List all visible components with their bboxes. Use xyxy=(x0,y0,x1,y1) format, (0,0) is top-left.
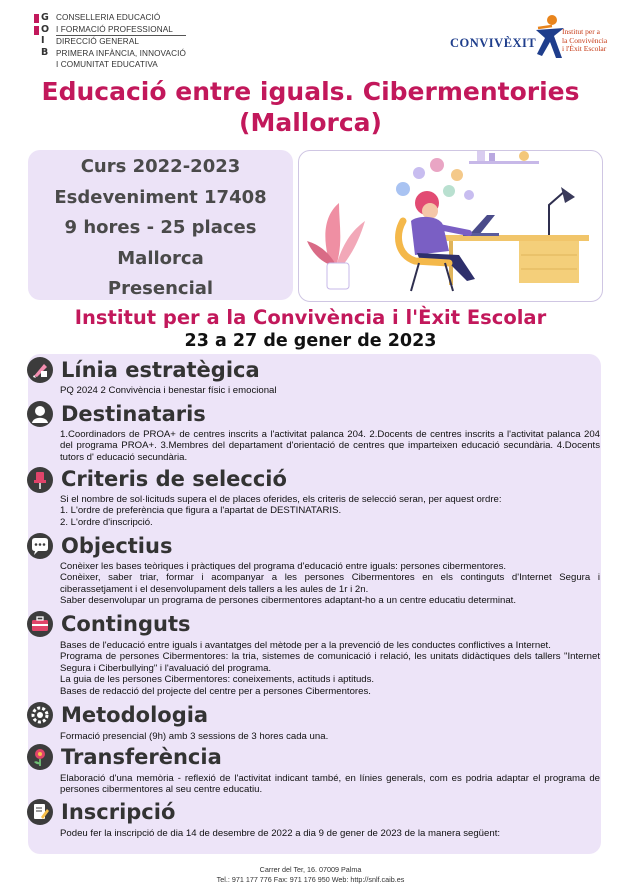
section-title: Transferència xyxy=(61,745,222,769)
section-line: Saber desenvolupar un programa de persones cibermentores adaptant-ho a un centre educatiu determinat. xyxy=(60,595,516,607)
briefcase-icon xyxy=(27,611,53,637)
government-logo xyxy=(34,12,194,72)
course-dates: 23 a 27 de gener de 2023 xyxy=(184,331,437,351)
section-body xyxy=(60,640,600,697)
section-line: 1. L'ordre de preferència que figura a l'apartat de DESTINATARIS. xyxy=(60,505,342,517)
section-body xyxy=(60,494,600,528)
course-info-box xyxy=(28,150,293,300)
section-title: Línia estratègica xyxy=(61,358,260,382)
section-line: Bases de l'educació entre iguals i avantatges del mètode per a la prevenció de les conductes conflictives a Internet. xyxy=(60,640,551,651)
convivexit-subtitle-line: Institut per a xyxy=(562,27,600,36)
govt-line: PRIMERA INFÀNCIA, INNOVACIÓ xyxy=(56,48,186,58)
section-body xyxy=(60,828,600,839)
course-event-id: Esdeveniment 17408 xyxy=(54,186,267,208)
convivexit-wordmark: CONVIVÈXIT xyxy=(450,36,537,50)
footer-contact: Tel.: 971 177 776 Fax: 971 176 950 Web: http://snlf.caib.es xyxy=(216,874,405,884)
page-title-line: Educació entre iguals. Cibermentories xyxy=(41,77,580,106)
course-year: Curs 2022-2023 xyxy=(80,156,241,177)
institute-name: Institut per a la Convivència i l'Èxit Escolar xyxy=(74,306,547,329)
convivexit-subtitle-line: la Convivència xyxy=(562,35,608,45)
illustration-image xyxy=(299,151,602,301)
govt-letter: O xyxy=(41,23,50,35)
footer-address: Carrer del Ter, 16. 07009 Palma xyxy=(259,865,362,874)
speech-bubble-icon xyxy=(27,533,53,559)
pin-icon xyxy=(27,467,53,493)
convivexit-subtitle xyxy=(562,28,607,54)
section-title: Inscripció xyxy=(61,800,176,824)
footer xyxy=(0,865,621,884)
course-location: Mallorca xyxy=(117,247,204,269)
section-body xyxy=(60,773,600,796)
illustration-woman-at-laptop xyxy=(298,150,603,302)
flower-icon xyxy=(27,744,53,770)
section-body xyxy=(60,385,600,396)
page-title xyxy=(0,76,621,138)
govt-department-text xyxy=(56,12,186,71)
govt-line: I COMUNITAT EDUCATIVA xyxy=(56,60,158,70)
form-icon xyxy=(27,799,53,825)
section-line: Si el nombre de sol·licituds supera el de places oferides, els criteris de selecció seran, per aquest ordre: xyxy=(60,494,502,505)
gear-icon xyxy=(27,702,53,728)
section-body xyxy=(60,731,600,742)
section-line: 1.Coordinadors de PROA+ de centres inscrits a l'activitat palanca 204. 2.Docents de centres inscrits a l'activitat palanca 204 del programa PROA+. 3.Membres del departament d'orientació de centres que imparteixen educació secundària. 4.Docents tutors d' educació secundària. xyxy=(60,429,600,463)
section-title: Continguts xyxy=(61,612,191,636)
section-line: Podeu fer la inscripció de dia 14 de desembre de 2022 a dia 9 de gener de 2023 de la manera següent: xyxy=(60,828,501,839)
section-line: Programa de persones Cibermentores: la tria, sistemes de comunicació i relació, les unitats didàctiques dels tallers "Internet Segura i Ciberbullying" i l'avaluació del programa. xyxy=(60,651,600,674)
govt-line: DIRECCIÓ GENERAL xyxy=(56,35,186,48)
section-title: Destinataris xyxy=(61,402,206,426)
course-modality: Presencial xyxy=(107,278,214,299)
section-line: Formació presencial (9h) amb 3 sessions de 3 hores cada una. xyxy=(60,731,329,742)
section-line: La guia de les persones Cibermentores: coneixements, actituds i aptituds. xyxy=(60,674,375,686)
user-icon xyxy=(27,401,53,427)
section-body xyxy=(60,561,600,607)
govt-color-bars xyxy=(34,14,39,48)
section-title: Metodologia xyxy=(61,703,209,727)
govt-letter: I xyxy=(41,35,45,47)
page-title-line: (Mallorca) xyxy=(239,108,382,137)
govt-line: CONSELLERIA EDUCACIÓ xyxy=(56,13,161,22)
section-title: Objectius xyxy=(61,534,173,558)
govt-line: I FORMACIÓ PROFESSIONAL xyxy=(56,24,173,34)
section-line: Bases de redacció del projecte del centre per a persones Cibermentores. xyxy=(60,685,371,697)
section-line: Conèixer, saber triar, formar i acompanyar a les persones Cibermentores en els continguts d'Internet Segura i ciberassetjament i el desenvolupament dels tallers a les aules de 1r i 2n. xyxy=(60,572,600,595)
govt-letters xyxy=(41,12,55,58)
section-title: Criteris de selecció xyxy=(61,467,287,491)
section-line: PQ 2024 2 Convivència i benestar físic i emocional xyxy=(60,385,277,396)
section-body xyxy=(60,429,600,463)
govt-letter: G xyxy=(41,12,49,23)
convivexit-logo xyxy=(450,14,608,64)
govt-letter: B xyxy=(41,46,49,58)
palette-icon xyxy=(27,357,53,383)
section-line: Elaboració d'una memòria - reflexió de l'activitat indicant també, en línies generals, com es podria adaptar el programa de persones cibermentores al seu centre educatiu. xyxy=(60,773,600,796)
section-line: 2. L'ordre d'inscripció. xyxy=(60,516,153,528)
section-line: Conèixer les bases teòriques i pràctiques del programa d'educació entre iguals: persones cibermentores. xyxy=(60,561,507,572)
course-hours-places: 9 hores - 25 places xyxy=(64,217,257,238)
convivexit-subtitle-line: i l'Èxit Escolar xyxy=(562,44,607,53)
